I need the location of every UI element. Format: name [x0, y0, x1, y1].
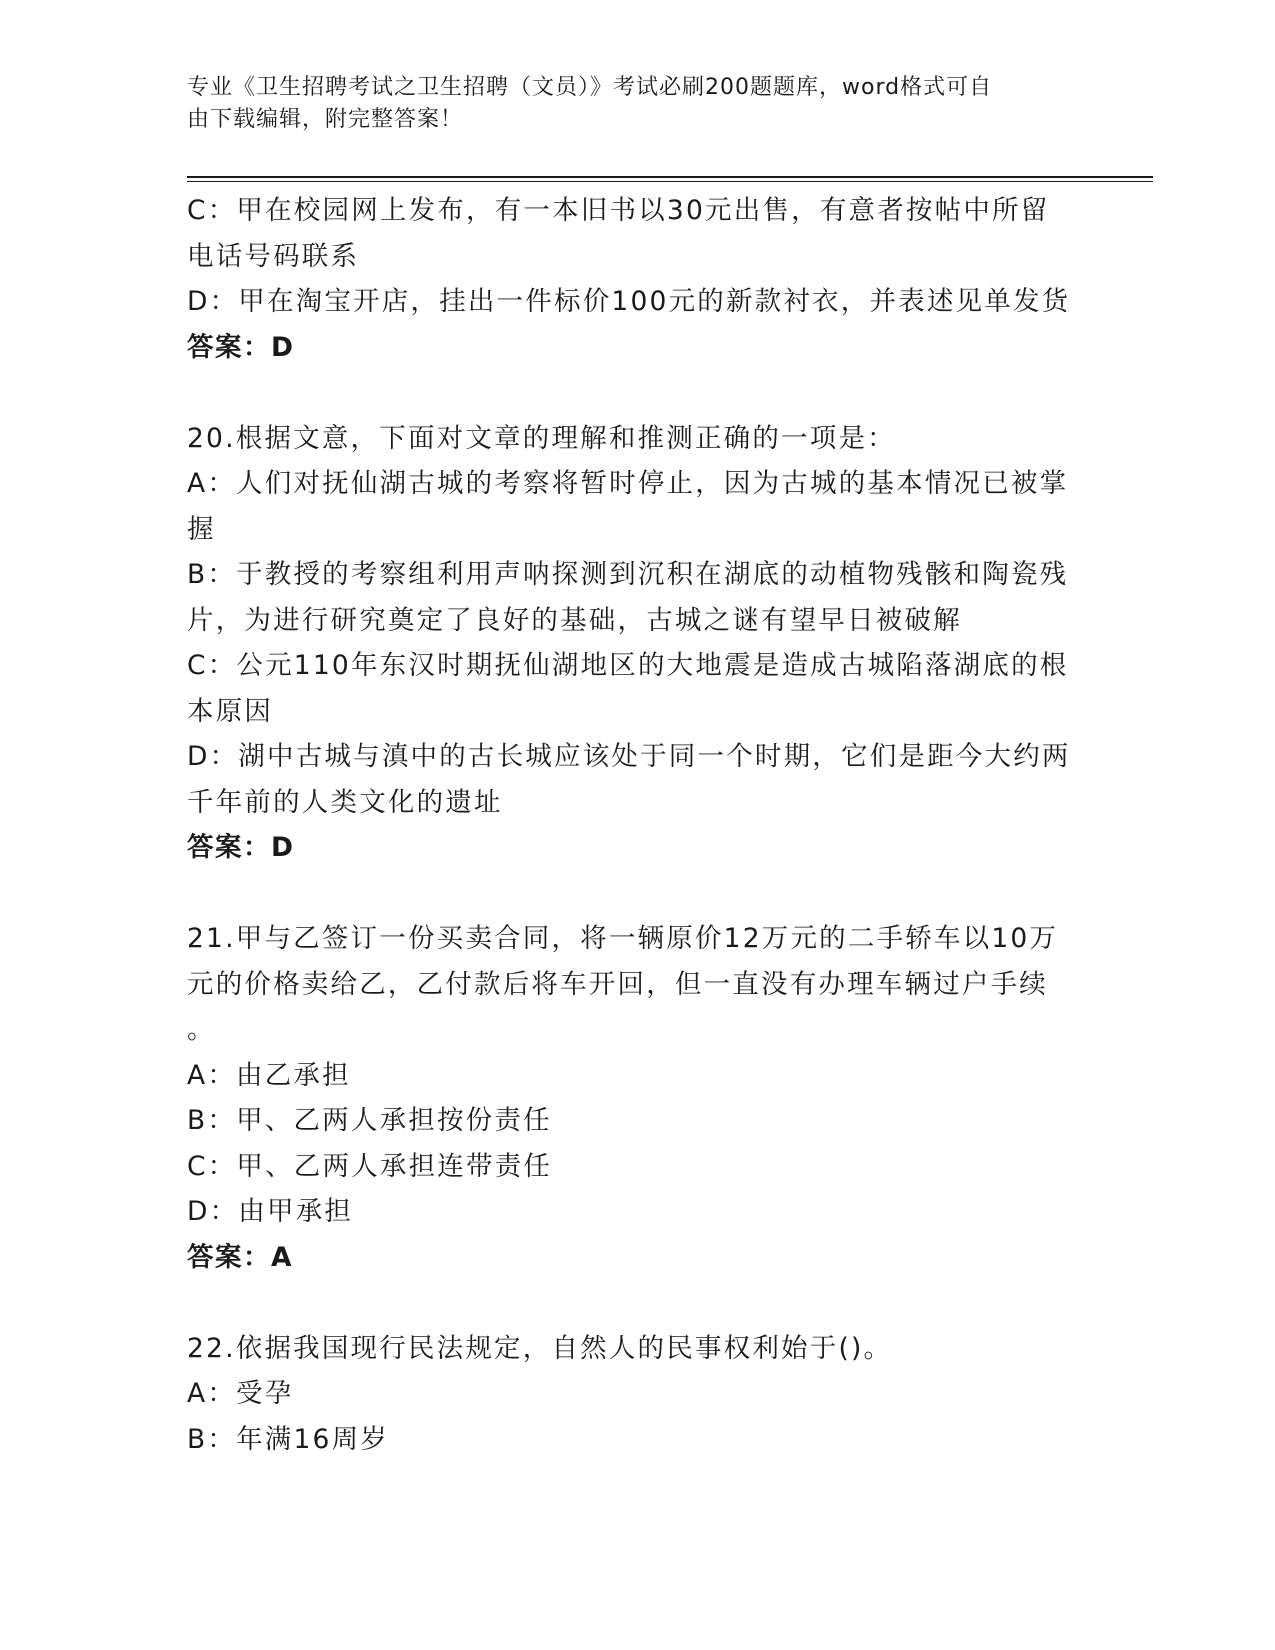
option-d-line-1: D：湖中古城与滇中的古长城应该处于同一个时期，它们是距今大约两	[187, 741, 1071, 772]
answer: 答案：D	[187, 331, 295, 363]
header-divider-thick	[187, 176, 1153, 178]
option-c: C：甲、乙两人承担连带责任	[187, 1150, 553, 1182]
question-stem-line-2: 元的价格卖给乙，乙付款后将车开回，但一直没有办理车辆过户手续	[187, 968, 1048, 1000]
option-a-line-2: 握	[187, 513, 216, 545]
spacer	[187, 370, 1087, 416]
option-c-line-2: 电话号码联系	[187, 240, 360, 272]
option-a-line-1: A：人们对抚仙湖古城的考察将暂时停止，因为古城的基本情况已被掌	[187, 468, 1069, 499]
option-b: B：甲、乙两人承担按份责任	[187, 1105, 552, 1136]
question-stem-line-1: 21.甲与乙签订一份买卖合同，将一辆原价12万元的二手轿车以10万	[187, 923, 1059, 954]
header-divider-thin	[187, 181, 1153, 182]
header-line-1: 专业《卫生招聘考试之卫生招聘（文员）》考试必刷200题题库，word格式可自	[187, 75, 993, 100]
spacer	[187, 871, 1087, 917]
question-content	[187, 188, 1087, 1462]
option-b-line-2: 片，为进行研究奠定了良好的基础，古城之谜有望早日被破解	[187, 604, 962, 636]
question-stem-line-3: 。	[187, 1014, 216, 1045]
option-b: B：年满16周岁	[187, 1423, 390, 1455]
option-d-line-2: 千年前的人类文化的遗址	[187, 786, 503, 818]
question-21	[187, 916, 1087, 1280]
option-b-line-1: B：于教授的考察组利用声呐探测到沉积在湖底的动植物残骸和陶瓷残	[187, 559, 1069, 590]
option-c-line-1: C：甲在校园网上发布，有一本旧书以30元出售，有意者按帖中所留	[187, 195, 1050, 226]
question-20	[187, 416, 1087, 871]
spacer	[187, 1280, 1087, 1326]
question-stem: 22.依据我国现行民法规定，自然人的民事权利始于()。	[187, 1332, 893, 1364]
question-22	[187, 1326, 1087, 1463]
option-c-line-1: C：公元110年东汉时期抚仙湖地区的大地震是造成古城陷落湖底的根	[187, 650, 1069, 681]
page-header	[187, 72, 1067, 136]
question-19	[187, 188, 1087, 370]
question-stem: 20.根据文意，下面对文章的理解和推测正确的一项是：	[187, 422, 896, 454]
option-a: A：由乙承担	[187, 1059, 351, 1091]
option-c-line-2: 本原因	[187, 695, 274, 727]
answer: 答案：D	[187, 832, 295, 863]
header-line-2: 由下载编辑，附完整答案！	[187, 107, 464, 132]
answer: 答案：A	[187, 1241, 294, 1273]
option-d: D：由甲承担	[187, 1196, 354, 1227]
option-d: D：甲在淘宝开店，挂出一件标价100元的新款衬衣，并表述见单发货	[187, 286, 1071, 317]
option-a: A：受孕	[187, 1378, 294, 1409]
